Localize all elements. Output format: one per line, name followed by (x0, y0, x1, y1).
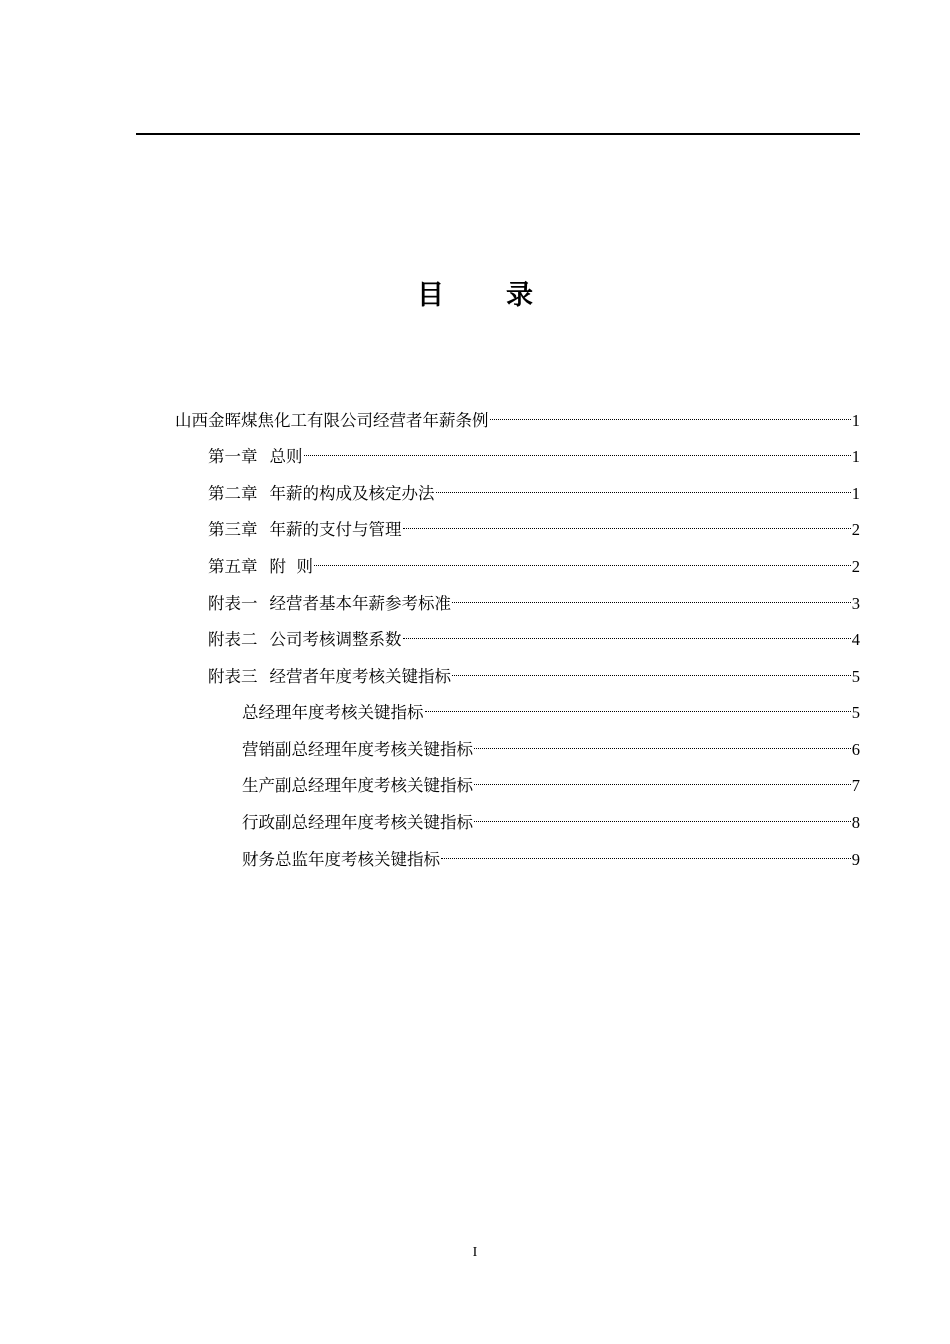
toc-entry-level3[interactable] (242, 694, 860, 722)
toc-entry-level2[interactable] (208, 585, 860, 613)
toc-entry-page: 3 (851, 594, 860, 613)
toc-entry-label: 经营者年度考核关键指标 (269, 667, 451, 686)
toc-entry-level2[interactable] (208, 658, 860, 686)
toc-entry-label: 山西金晖煤焦化工有限公司经营者年薪条例 (175, 411, 489, 430)
toc-entry-page: 8 (851, 813, 860, 832)
toc-entry-label: 年薪的支付与管理 (269, 520, 402, 539)
toc-entry-level3[interactable] (242, 804, 860, 832)
toc-entry-level3[interactable] (242, 767, 860, 795)
toc-entry-page: 4 (851, 630, 860, 649)
toc-entry-level3[interactable] (242, 841, 860, 869)
toc-entry-page: 5 (851, 703, 860, 722)
toc-leader-dots (490, 402, 851, 426)
toc-entry-label: 生产副总经理年度考核关键指标 (242, 776, 473, 795)
toc-entry-chapter: 第二章 (208, 484, 258, 503)
toc-entry-level3[interactable] (242, 731, 860, 759)
toc-entry-chapter: 附表二 (208, 630, 258, 649)
toc-leader-dots (403, 621, 851, 645)
toc-entry-label: 附 则 (269, 557, 313, 576)
toc-leader-dots (474, 767, 851, 791)
toc-entry-label: 总经理年度考核关键指标 (242, 703, 424, 722)
toc-entry-label: 公司考核调整系数 (269, 630, 402, 649)
toc-leader-dots (441, 841, 851, 865)
toc-leader-dots (452, 585, 851, 609)
toc-entry-level1[interactable] (175, 402, 860, 430)
toc-entry-label: 总则 (269, 447, 303, 466)
toc-entry-page: 1 (851, 484, 860, 503)
header-rule (136, 133, 860, 135)
toc-entry-page: 1 (851, 447, 860, 466)
toc-title (0, 276, 950, 316)
toc-leader-dots (474, 804, 851, 828)
toc-leader-dots (314, 548, 851, 572)
toc-leader-dots (436, 475, 851, 499)
page-number: I (472, 1245, 478, 1260)
toc-entry-level2[interactable] (208, 438, 860, 466)
toc-entry-page: 1 (851, 411, 860, 430)
toc-entry-level2[interactable] (208, 621, 860, 649)
toc-entry-label: 营销副总经理年度考核关键指标 (242, 740, 473, 759)
toc-entry-page: 5 (851, 667, 860, 686)
toc-entry-chapter: 第五章 (208, 557, 258, 576)
toc-entry-page: 6 (851, 740, 860, 759)
toc-entry-chapter: 附表一 (208, 594, 258, 613)
toc-entry-chapter: 第一章 (208, 447, 258, 466)
toc-leader-dots (474, 731, 851, 755)
toc-entry-label: 行政副总经理年度考核关键指标 (242, 813, 473, 832)
toc-entry-page: 9 (851, 850, 860, 869)
toc-entry-chapter: 附表三 (208, 667, 258, 686)
toc-leader-dots (425, 694, 851, 718)
toc-entry-level2[interactable] (208, 475, 860, 503)
toc-leader-dots (403, 511, 851, 535)
toc-entry-page: 2 (851, 520, 860, 539)
toc-entry-level2[interactable] (208, 548, 860, 576)
toc-entry-label: 财务总监年度考核关键指标 (242, 850, 440, 869)
toc-entry-page: 2 (851, 557, 860, 576)
toc-title-second-char: 录 (506, 280, 533, 311)
toc-entry-level2[interactable] (208, 511, 860, 539)
toc-leader-dots (452, 658, 851, 682)
toc-entry-label: 年薪的构成及核定办法 (269, 484, 435, 503)
toc-entry-chapter: 第三章 (208, 520, 258, 539)
toc-title-first-char: 目 (417, 280, 444, 311)
toc-leader-dots (304, 438, 851, 462)
toc-entry-label: 经营者基本年薪参考标准 (269, 594, 451, 613)
toc-entry-page: 7 (851, 776, 860, 795)
